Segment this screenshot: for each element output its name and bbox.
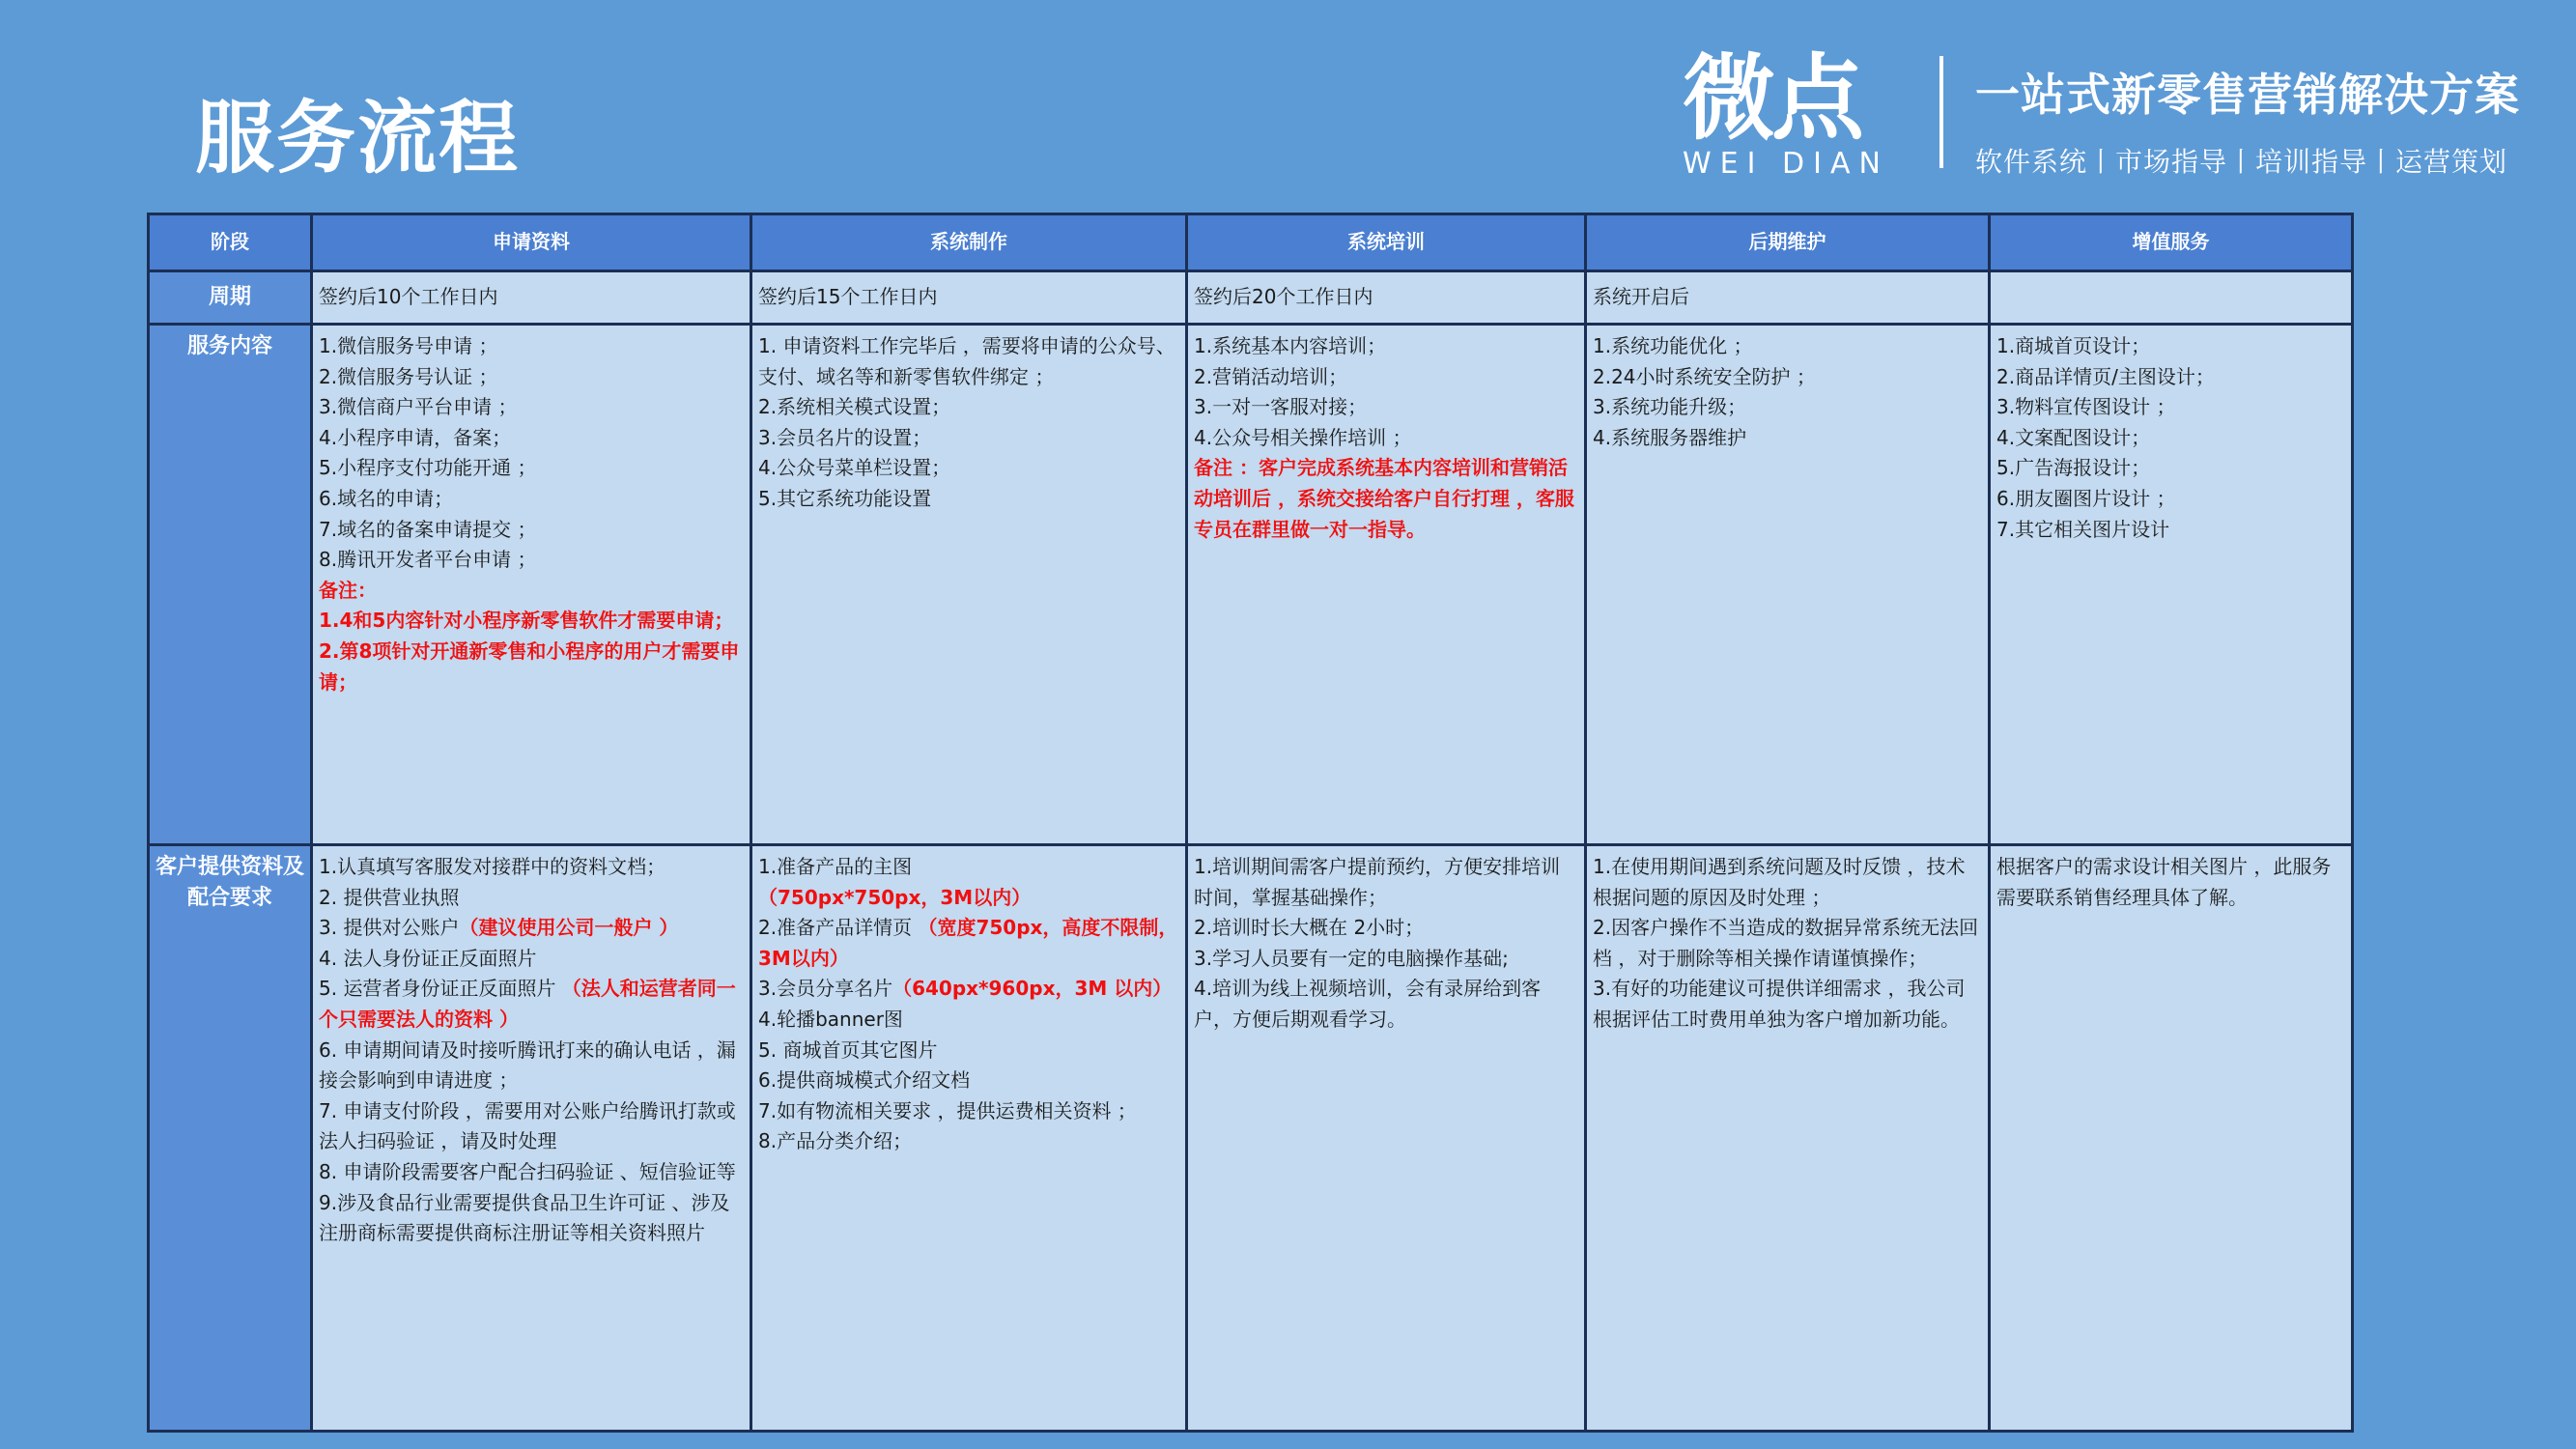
cell-line: 4.文案配图设计； [1996,425,2151,449]
cell-line: 4. 法人身份证正反面照片 [319,946,537,970]
cell-line: 2. 提供营业执照 [319,885,460,909]
highlight-note: （640px*960px，3M 以内） [892,977,1173,1001]
cell-line: 4.轮播banner图 [758,1007,903,1031]
cell-line: 4.系统服务器维护 [1593,425,1747,449]
cell-line: 3.会员名片的设置； [758,425,932,449]
cell-line [319,974,744,1035]
cell-line: 6. 申请期间请及时接听腾讯打来的确认电话 ，漏接会影响到申请进度 ； [319,1037,736,1093]
cell-line: 2.24小时系统安全防护 ； [1593,364,1816,388]
cell-line: 4.培训为线上视频培训，会有录屏给到客户，方便后期观看学习。 [1194,977,1542,1031]
brand-divider [1939,56,1943,168]
header-stage: 阶段 [149,214,312,271]
service-process-table [147,213,2354,1433]
cell-line: 签约后15个工作日内 [758,285,938,309]
slogan: 一站式新零售营销解决方案 [1975,69,2520,121]
highlight-note: 1.4和5内容针对小程序新零售软件才需要申请； [319,609,734,633]
cell-line: 3.系统功能升级； [1593,395,1747,419]
cell-line: 5.广告海报设计； [1996,456,2151,480]
cell-line: 4.公众号相关操作培训 ； [1194,425,1412,449]
cell-line: 5. 商城首页其它图片 [758,1037,938,1062]
cell-line: 3.学习人员要有一定的电脑操作基础; [1194,946,1509,970]
cell-line: 5.小程序支付功能开通 ； [319,456,537,480]
cell-line: 根据客户的需求设计相关图片 ，此服务需要联系销售经理具体了解。 [1996,855,2332,909]
cell-line [319,913,744,944]
cell-line: 8. 申请阶段需要客户配合扫码验证 、短信验证等 [319,1159,736,1183]
table-row [149,325,2353,845]
table-cell [312,845,751,1432]
cell-line: 2.培训时长大概在 2小时； [1194,916,1425,940]
cell-line: 系统开启后 [1593,285,1689,309]
table-cell [1586,325,1990,845]
table-cell [1187,845,1586,1432]
table-row [149,845,2353,1432]
cell-line: 5.其它系统功能设置 [758,486,932,510]
cell-line: 6.朋友圈图片设计 ； [1996,486,2176,510]
highlight-note: 备注： [319,578,377,602]
highlight-note: 备注 ：客户完成系统基本内容培训和营销活动培训后 ，系统交接给客户自行打理 ，客服专员在群里做一对一指导。 [1194,456,1574,541]
cell-line [758,852,1179,913]
cell-line: 9.涉及食品行业需要提供食品卫生许可证 、涉及注册商标需要提供商标注册证等相关资料照片 [319,1190,730,1245]
header-training: 系统培训 [1187,214,1586,271]
highlight-note: （建议使用公司一般户 ） [459,916,679,940]
cell-line: 3.一对一客服对接； [1194,395,1368,419]
cell-text: 2.准备产品详情页 [758,916,919,940]
table-cell [1990,271,2353,325]
cell-line: 2.因客户操作不当造成的数据异常系统无法回档 ，对于删除等相关操作请谨慎操作； [1593,916,1979,970]
cell-line: 签约后10个工作日内 [319,285,498,309]
table-cell [1586,271,1990,325]
cell-text: 3. 提供对公账户 [319,916,460,940]
cell-line: 1. 申请资料工作完毕后 ，需要将申请的公众号、支付、域名等和新零售软件绑定 ； [758,334,1175,388]
table-cell [1990,325,2353,845]
table-row [149,271,2353,325]
table-cell [312,271,751,325]
cell-line: 2.营销活动培训； [1194,364,1348,388]
row-label-service: 服务内容 [149,325,312,845]
cell-line: 3.物料宣传图设计 ； [1996,395,2176,419]
cell-line: 1.认真填写客服发对接群中的资料文档； [319,855,666,878]
table-cell [312,325,751,845]
cell-line: 7.其它相关图片设计 [1996,517,2170,541]
cell-line: 7.域名的备案申请提交 ； [319,517,537,541]
cell-line: 1.系统基本内容培训； [1194,334,1387,357]
cell-line: 1.商城首页设计； [1996,334,2151,357]
row-label-customer: 客户提供资料及配合要求 [149,845,312,1432]
highlight-note: 2.第8项针对开通新零售和小程序的用户才需要申请； [319,639,740,694]
row-label-period: 周期 [149,271,312,325]
cell-line: 签约后20个工作日内 [1194,285,1373,309]
table-cell [1187,325,1586,845]
highlight-note: （法人和运营者同一个只需要法人的资料 ） [319,977,736,1031]
brand-logo [1683,44,1905,181]
cell-line: 1.系统功能优化 ； [1593,334,1753,357]
cell-line: 2.系统相关模式设置； [758,395,951,419]
cell-line: 2.商品详情页/主图设计； [1996,364,2215,388]
highlight-note: （宽度750px，高度不限制，3M以内） [758,916,1178,970]
header-build: 系统制作 [751,214,1187,271]
tagline: 软件系统丨市场指导丨培训指导丨运营策划 [1975,146,2508,178]
table-cell [1586,845,1990,1432]
cell-line: 8.产品分类介绍； [758,1129,913,1153]
cell-line: 4.公众号菜单栏设置； [758,456,951,480]
header-value-added: 增值服务 [1990,214,2353,271]
cell-line: 7.如有物流相关要求 ，提供运费相关资料 ； [758,1098,1137,1122]
table-cell [751,845,1187,1432]
cell-line: 3.有好的功能建议可提供详细需求 ，我公司根据评估工时费用单独为客户增加新功能。 [1593,977,1966,1031]
cell-text: 5. 运营者身份证正反面照片 [319,977,562,1001]
cell-line: 8.腾讯开发者平台申请 ； [319,548,537,572]
header-maintenance: 后期维护 [1586,214,1990,271]
brand-name-en: WEI DIAN [1683,147,1889,181]
table-header-row [149,214,2353,271]
brand-name-cn: 微点 [1683,44,1860,153]
cell-line: 1.微信服务号申请 ； [319,334,498,357]
cell-line [758,913,1179,974]
table-cell [1990,845,2353,1432]
table-cell [1187,271,1586,325]
cell-line [758,974,1179,1005]
table-cell [751,325,1187,845]
table-cell [751,271,1187,325]
cell-line: 7. 申请支付阶段 ，需要用对公账户给腾讯打款或法人扫码验证 ，请及时处理 [319,1098,736,1153]
cell-line: 3.微信商户平台申请 ； [319,395,518,419]
cell-line: 6.域名的申请； [319,486,454,510]
cell-text: 3.会员分享名片 [758,977,893,1001]
header-apply: 申请资料 [312,214,751,271]
cell-line: 4.小程序申请，备案； [319,425,512,449]
highlight-note: （750px*750px，3M以内） [758,885,1032,909]
page-title: 服务流程 [195,93,521,185]
cell-line: 1.培训期间需客户提前预约，方便安排培训时间，掌握基础操作； [1194,855,1561,909]
cell-line: 1.在使用期间遇到系统问题及时反馈 ，技术根据问题的原因及时处理 ； [1593,855,1966,909]
cell-line: 2.微信服务号认证 ； [319,364,498,388]
cell-line: 6.提供商城模式介绍文档 [758,1068,971,1093]
slogan-block [1975,60,2520,180]
cell-text: 1.准备产品的主图 [758,855,913,878]
